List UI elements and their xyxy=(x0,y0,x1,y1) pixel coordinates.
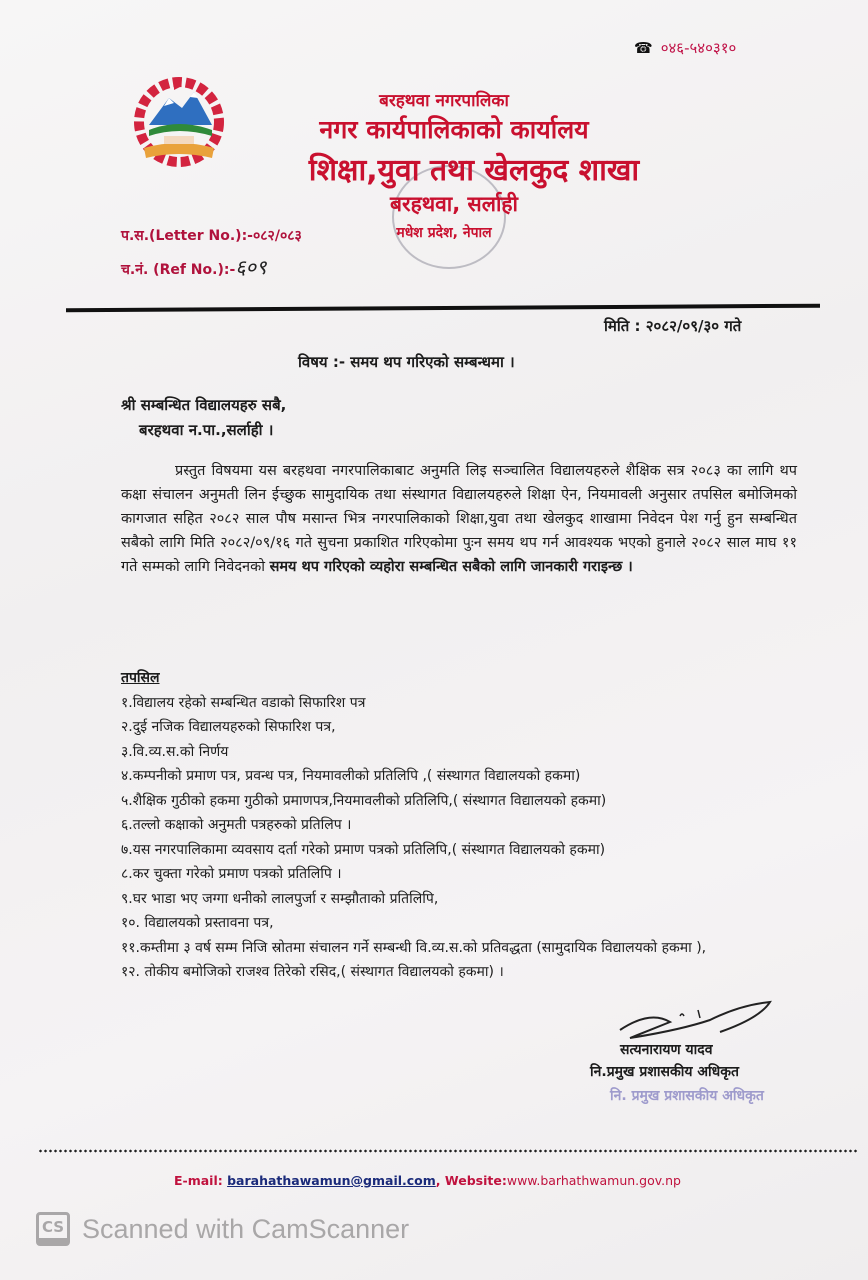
phone-line xyxy=(634,38,736,58)
annex-item: १२. तोकीय बमोजिको राजश्व तिरेको रसिद,( संस्थागत विद्यालयको हकमा) । xyxy=(121,964,504,980)
annex-item: ८.कर चुक्ता गरेको प्रमाण पत्रको प्रतिलिपि । xyxy=(121,866,342,882)
handwritten-signature-icon xyxy=(610,1000,780,1045)
location-name: बरहथवा, सर्लाही xyxy=(389,192,519,216)
email-link[interactable]: barahathawamun@gmail.com xyxy=(227,1173,436,1188)
camscanner-logo-icon: CS xyxy=(36,1212,70,1246)
designation-seal: नि. प्रमुख प्रशासकीय अधिकृत xyxy=(610,1088,764,1104)
addressee-line-2: बरहथवा न.पा.,सर्लाही । xyxy=(139,421,274,439)
camscanner-watermark xyxy=(36,1212,409,1246)
annex-item: १०. विद्यालयको प्रस्तावना पत्र, xyxy=(121,915,274,931)
signatory-name: सत्यनारायण यादव xyxy=(620,1042,713,1058)
municipality-name: बरहथवा नगरपालिका xyxy=(379,91,509,111)
annex-item: ७.यस नगरपालिकामा व्यवसाय दर्ता गरेको प्रमाण पत्रको प्रतिलिपि,( संस्थागत विद्यालयको हकमा) xyxy=(121,841,606,858)
annex-item: ४.कम्पनीको प्रमाण पत्र, प्रवन्ध पत्र, नियमावलीको प्रतिलिपि ,( संस्थागत विद्यालयको हकमा) xyxy=(121,768,581,784)
telephone-icon: ☎ xyxy=(634,39,653,57)
header-divider xyxy=(66,304,820,313)
annex-item: ११.कम्तीमा ३ वर्ष सम्म निजि स्रोतमा संचालन गर्ने सम्बन्धी वि.व्य.स.को प्रतिवद्धता (सामुदायिक विद्यालयको हकमा ), xyxy=(121,939,707,956)
annex-item: ३.वि.व्य.स.को निर्णय xyxy=(121,743,229,760)
ref-number: च.नं. (Ref No.):-६०९ xyxy=(121,255,267,279)
camscanner-text: Scanned with CamScanner xyxy=(82,1213,410,1244)
annex-item: ६.तल्लो कक्षाको अनुमती पत्रहरुको प्रतिलिप । xyxy=(121,817,352,833)
annex-item: १.विद्यालय रहेको सम्बन्धित वडाको सिफारिश पत्र xyxy=(121,694,366,711)
annex-item: ९.घर भाडा भए जग्गा धनीको लालपुर्जा र सम्झौताको प्रतिलिपि, xyxy=(121,890,439,907)
letter-date: मिति : २०८२/०९/३० गते xyxy=(604,317,742,335)
annex-list xyxy=(121,666,811,985)
footer-dotted-divider xyxy=(38,1149,858,1153)
annex-title: तपसिल xyxy=(121,670,160,686)
letter-body xyxy=(121,459,797,579)
province-name: मधेश प्रदेश, नेपाल xyxy=(396,225,492,241)
addressee xyxy=(121,393,286,443)
annex-item: २.दुई नजिक विद्यालयहरुको सिफारिश पत्र, xyxy=(121,719,336,735)
annex-item: ५.शैक्षिक गुठीको हकमा गुठीको प्रमाणपत्र,नियमावलीको प्रतिलिपि,( संस्थागत विद्यालयको हकमा) xyxy=(121,792,607,809)
body-bold-text: समय थप गरिएको व्यहोरा सम्बन्धित सबैको लागि जानकारी गराइन्छ । xyxy=(269,559,633,575)
phone-number: ०४६-५४०३१० xyxy=(660,39,737,57)
contact-footer: E-mail: barahathawamun@gmail.com, Website:www.barhathwamun.gov.np xyxy=(174,1173,681,1188)
body-text: प्रस्तुत विषयमा यस बरहथवा नगरपालिकाबाट अनुमति लिइ सञ्चालित विद्यालयहरुले शैक्षिक सत्र २०८३ का लागि थप कक्षा संचालन अनुमती लिन ईच्छुक सामुदायिक तथा संस्थागत विद्यालयहरुले शिक्षा ऐन, नियमावली अनुसार तपसिल बमोजिमको कागजात सहित २०८२ साल पौष मसान्त भित्र नगरपालिकाको शिक्षा,युवा तथा खेलकुद शाखामा निवेदन पेश गर्नु हुन सम्बन्धित सबैको लागि मिति २०८२/०९/१६ गते सुचना प्रकाशित गरिएकोमा पुःन समय थप गर्न आवश्यक भएको हुनाले २०८२ साल माघ ११ गते सम्मको लागि निवेदनको xyxy=(121,463,797,575)
website-link[interactable]: www.barhathwamun.gov.np xyxy=(506,1173,681,1188)
letter-subject: विषय :- समय थप गरिएको सम्बन्धमा । xyxy=(298,353,515,371)
letter-number: प.स.(Letter No.):-०८२/०८३ xyxy=(121,228,302,244)
reference-block xyxy=(121,226,302,288)
addressee-line-1: श्री सम्बन्धित विद्यालयहरु सबै, xyxy=(121,396,287,414)
signatory-designation: नि.प्रमुख प्रशासकीय अधिकृत xyxy=(590,1064,739,1080)
office-name: नगर कार्यपालिकाको कार्यालय xyxy=(319,115,589,144)
branch-name: शिक्षा,युवा तथा खेलकुद शाखा xyxy=(308,153,640,188)
